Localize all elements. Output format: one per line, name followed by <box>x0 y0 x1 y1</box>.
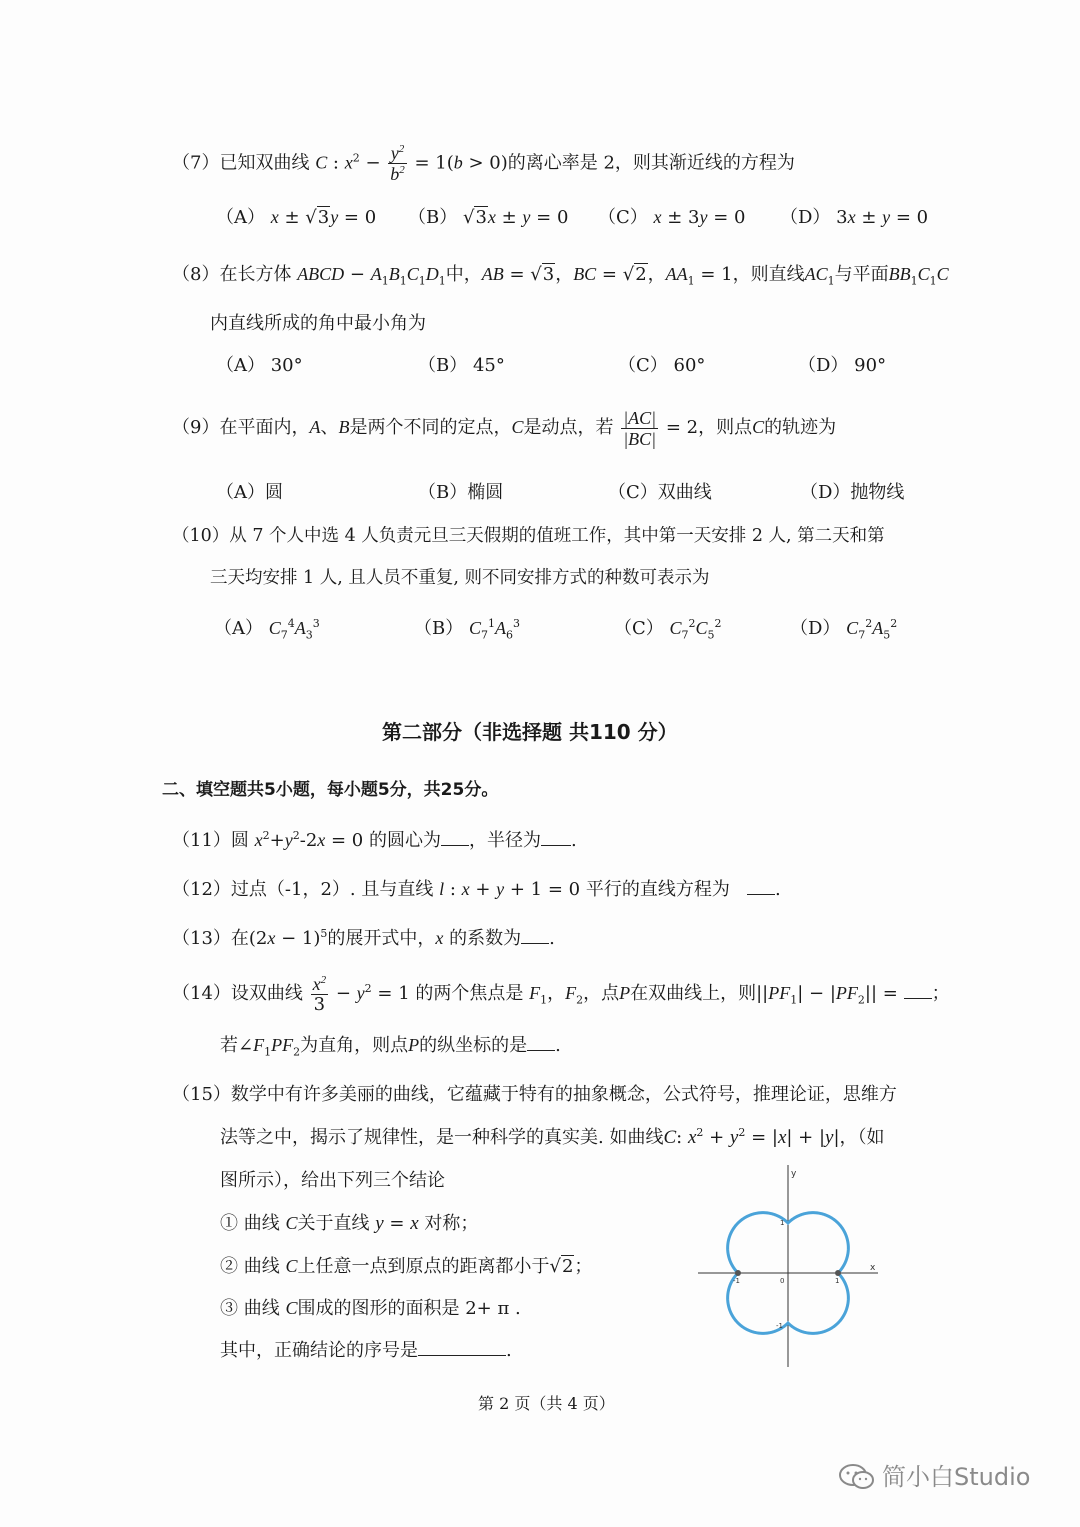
watermark-text: 简小白Studio <box>882 1463 1031 1491</box>
q12-stem: （12）过点（-1，2）. 且与直线 l : x + y + 1 = 0 平行的直线方程为 . <box>172 879 781 900</box>
watermark <box>838 1462 1030 1492</box>
q8-option-b: （B） 45° <box>418 355 505 376</box>
q8-stem: （8）在长方体 ABCD − $A_1B_1C_1D_1$中，AB = √3，BC = √2，$AA_1 = 1$，则直线$AC_1$与平面$BB_1C_1C$ <box>172 264 949 288</box>
q11-stem: （11）圆 $x^2+y^2-2x = 0$ 的圆心为 ，半径为 . <box>172 829 577 851</box>
q10-stem-line2: 三天均安排 1 人, 且人员不重复, 则不同安排方式的种数可表示为 <box>210 568 710 588</box>
part2-title: 第二部分（非选择题 共110 分） <box>382 720 678 744</box>
q13-stem: （13）在$(2x - 1)^5$的展开式中，x 的系数为 . <box>172 927 555 949</box>
q15-stem-line3: 图所示），给出下列三个结论 <box>220 1170 445 1191</box>
tick-neg1-label: -1 <box>733 1277 740 1285</box>
q15-conclusion-2: ② 曲线 C上任意一点到原点的距离都小于√2； <box>220 1256 593 1277</box>
point-pos1 <box>835 1270 841 1276</box>
q7-option-b: （B） √3x ± y = 0 <box>408 207 569 228</box>
curve-figure <box>690 1160 890 1370</box>
q8-option-c: （C） 60° <box>618 355 706 376</box>
q7-stem: （7）已知双曲线 C : $x^2$ − $\frac{y^2}{b^2}$ = 1(b > 0)的离心率是 2，则其渐近线的方程为 <box>172 143 795 184</box>
q8-option-a: （A） 30° <box>216 355 303 376</box>
q10-stem: （10）从 7 个人中选 4 人负责元旦三天假期的值班工作，其中第一天安排 2 人, 第二天和第 <box>172 526 885 546</box>
q10-option-b: （B） $C_7^1A_6^3$ <box>414 617 520 642</box>
q14-stem: （14）设双曲线 $\frac{x^2}{3}$ − $y^2 = 1$ 的两个焦点是 $F_1$，$F_2$，点P在双曲线上，则$||PF_1| - |PF_2||$ = ； <box>172 973 950 1015</box>
q10-option-a: （A） $C_7^4A_3^3$ <box>214 617 320 642</box>
page-footer: 第 2 页（共 4 页） <box>478 1394 615 1413</box>
q15-conclusion-3: ③ 曲线 C围成的图形的面积是 2+ π . <box>220 1298 521 1319</box>
q15-conclusion-1: ① 曲线 C关于直线 y = x 对称； <box>220 1213 479 1234</box>
q9-stem: （9）在平面内，A、B是两个不同的定点，C是动点，若 $\frac{|AC|}{|BC|}$ = 2，则点C的轨迹为 <box>172 407 837 449</box>
q14-stem-line2: 若$\angle F_1PF_2$为直角，则点P的纵坐标的是 . <box>220 1035 561 1059</box>
q9-option-c: （C）双曲线 <box>608 482 712 503</box>
tick-pos1-label: 1 <box>835 1277 840 1285</box>
x-axis-label: x <box>870 1263 876 1273</box>
q8-option-d: （D） 90° <box>798 355 887 376</box>
q15-stem-line2: 法等之中，揭示了规律性，是一种科学的真实美. 如曲线C: $x^2 + y^2 = |x| + |y|$，（如 <box>220 1126 885 1148</box>
point-neg1 <box>735 1270 741 1276</box>
q9-option-d: （D）抛物线 <box>800 482 905 503</box>
y-tick-neg-label: -1 <box>776 1322 783 1330</box>
q15-answer-line: 其中，正确结论的序号是 . <box>220 1340 512 1361</box>
y-tick-pos-label: 1 <box>780 1219 785 1227</box>
q10-option-d: （D） $C_7^2A_5^2$ <box>790 617 898 642</box>
section-title: 二、填空题共5小题，每小题5分，共25分。 <box>162 780 499 800</box>
q15-stem: （15）数学中有许多美丽的曲线，它蕴藏于特有的抽象概念，公式符号，推理论证，思维方 <box>172 1084 897 1105</box>
q7-option-c: （C） x ± 3y = 0 <box>598 207 746 228</box>
q7-option-d: （D） 3x ± y = 0 <box>780 207 929 228</box>
q9-option-a: （A）圆 <box>216 482 283 503</box>
q8-stem-line2: 内直线所成的角中最小角为 <box>210 313 426 334</box>
q7-option-a: （A） x ± √3y = 0 <box>216 207 377 228</box>
origin-label: 0 <box>780 1277 785 1285</box>
y-axis-label: y <box>791 1169 797 1179</box>
q10-option-c: （C） $C_7^2C_5^2$ <box>614 617 722 642</box>
q9-option-b: （B）椭圆 <box>418 482 504 503</box>
wechat-icon <box>838 1462 876 1492</box>
